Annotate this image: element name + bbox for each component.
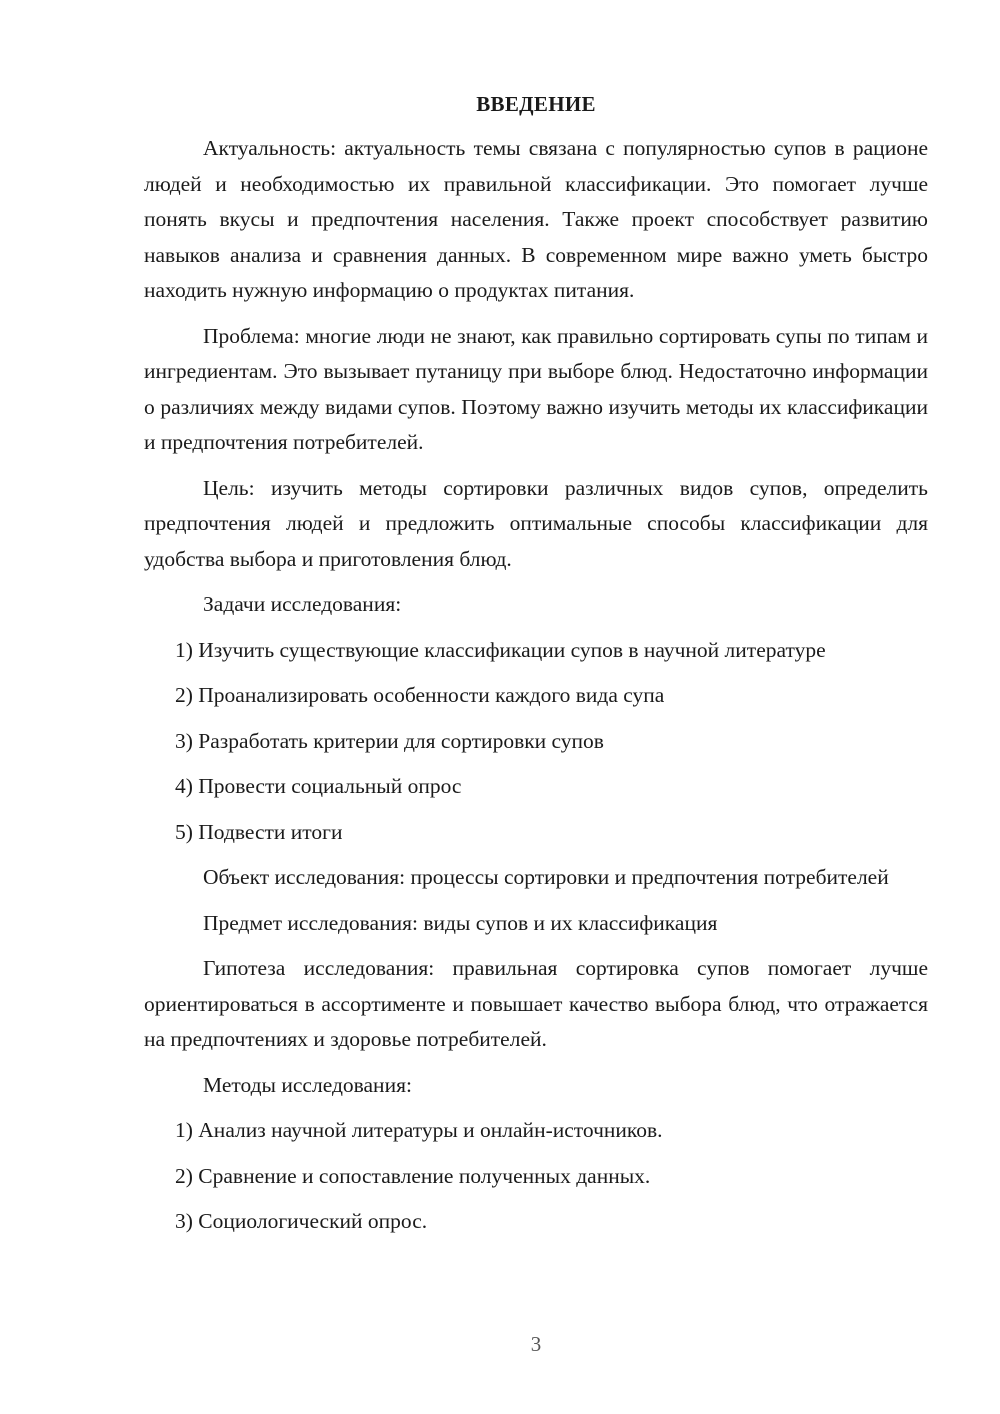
- task-item: 1) Изучить существующие классификации супов в научной литературе: [175, 637, 826, 662]
- task-item: 3) Разработать критерии для сортировки супов: [175, 728, 604, 753]
- page-number: 3: [530, 1332, 542, 1356]
- task-item: 2) Проанализировать особенности каждого вида супа: [175, 683, 665, 707]
- method-item: 1) Анализ научной литературы и онлайн-источников.: [175, 1118, 663, 1142]
- method-item: 2) Сравнение и сопоставление полученных данных.: [175, 1163, 651, 1188]
- tasks-list: [144, 633, 928, 851]
- problem-paragraph: Проблема: многие люди не знают, как правильно сортировать супы по типам и ингредиентам. Это вызывает путаницу при выборе блюд. Недостаточно информации о различиях между видами супов. Поэтому важно изучить методы их классификации и предпочтения потребителей.: [144, 323, 928, 454]
- section-title: ВВЕДЕНИЕ: [476, 92, 596, 116]
- task-item: 5) Подвести итоги: [175, 819, 343, 844]
- subject-paragraph: Предмет исследования: виды супов и их классификация: [203, 910, 718, 935]
- goal-paragraph: Цель: изучить методы сортировки различных видов супов, определить предпочтения людей и предложить оптимальные способы классификации для удобства выбора и приготовления блюд.: [144, 475, 928, 571]
- tasks-heading: Задачи исследования:: [203, 592, 402, 616]
- methods-list: [144, 1113, 928, 1240]
- object-paragraph: Объект исследования: процессы сортировки и предпочтения потребителей: [203, 865, 889, 889]
- hypothesis-paragraph: Гипотеза исследования: правильная сортировка супов помогает лучше ориентироваться в ассортименте и повышает качество выбора блюд, что отражается на предпочтениях и здоровье потребителей.: [144, 956, 928, 1051]
- relevance-paragraph: Актуальность: актуальность темы связана с популярностью супов в рационе людей и необходимостью их правильной классификации. Это помогает лучше понять вкусы и предпочтения населения. Также проект способствует развитию навыков анализа и сравнения данных. В современном мире важно уметь быстро находить нужную информацию о продуктах питания.: [144, 136, 928, 302]
- task-item: 4) Провести социальный опрос: [175, 774, 462, 798]
- method-item: 3) Социологический опрос.: [175, 1209, 428, 1233]
- methods-heading: Методы исследования:: [203, 1072, 412, 1097]
- document-page: [144, 92, 928, 1250]
